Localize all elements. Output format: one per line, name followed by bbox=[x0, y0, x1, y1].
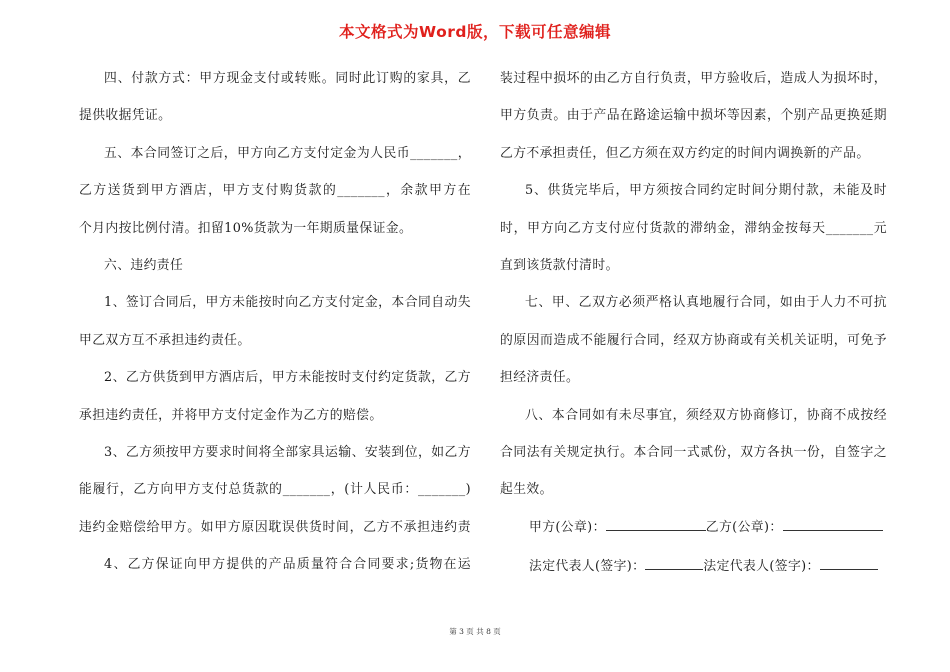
left-column-text-line: 六、违约责任 bbox=[104, 257, 184, 273]
right-column-text-line: 装过程中损坏的由乙方自行负责，甲方验收后，造成人为损坏时， bbox=[500, 71, 887, 86]
right-column-text-line: 的原因而造成不能履行合同，经双方协商或有关机关证明，可免予 bbox=[500, 332, 887, 348]
left-column-text-line: 四、付款方式：甲方现金支付或转账。同时此订购的家具，乙 bbox=[104, 71, 471, 86]
party-b-representative-label: 法定代表人(签字)： bbox=[703, 559, 820, 574]
left-column-text-line: 2、乙方供货到甲方酒店后，甲方未能按时支付约定货款，乙方 bbox=[104, 370, 471, 386]
left-column-text-line: 违约金赔偿给甲方。如甲方原因耽误供货时间，乙方不承担违约责 bbox=[79, 519, 471, 535]
left-column-text-line: 甲乙双方互不承担违约责任。 bbox=[79, 332, 251, 348]
right-column-text-line: 5、供货完毕后，甲方须按合同约定时间分期付款，未能及时 bbox=[525, 183, 887, 199]
right-column-text-line: 起生效。 bbox=[500, 482, 553, 498]
left-column-text-line: 个月内按比例付清。扣留10%货款为一年期质量保证金。 bbox=[79, 220, 413, 236]
page-number: 第 3 页 共 8 页 bbox=[449, 627, 501, 636]
right-column-text-line: 担经济责任。 bbox=[500, 370, 580, 386]
left-column-text-line: 4、乙方保证向甲方提供的产品质量符合合同要求;货物在运 bbox=[104, 557, 471, 573]
right-column-text-line: 七、甲、乙双方必须严格认真地履行合同，如由于人力不可抗 bbox=[525, 295, 887, 311]
right-column bbox=[500, 60, 887, 509]
right-column-text-line: 甲方负责。由于产品在路途运输中损坏等因素，个别产品更换延期 bbox=[500, 108, 887, 124]
right-column-text-line: 时，甲方向乙方支付应付货款的滞纳金，滞纳金按每天_______元 bbox=[500, 220, 887, 236]
format-banner: 本文格式为Word版，下载可任意编辑 bbox=[339, 23, 611, 41]
left-column-text-line: 3、乙方须按甲方要求时间将全部家具运输、安装到位，如乙方 bbox=[104, 444, 471, 460]
left-column-text-line: 乙方送货到甲方酒店，甲方支付购货款的_______，余款甲方在 bbox=[79, 183, 471, 199]
party-a-seal-blank bbox=[606, 518, 706, 531]
right-column-text-line: 合同法有关规定执行。本合同一式贰份，双方各执一份，自签字之 bbox=[500, 444, 887, 460]
left-column-text-line: 提供收据凭证。 bbox=[79, 108, 172, 124]
party-a-seal-label: 甲方(公章)： bbox=[529, 520, 606, 535]
signature-row-representative bbox=[529, 555, 878, 574]
right-column-text-line: 八、本合同如有未尽事宜，须经双方协商修订，协商不成按经 bbox=[525, 407, 887, 423]
party-b-seal-blank bbox=[783, 518, 883, 531]
party-b-seal-label: 乙方(公章)： bbox=[705, 520, 783, 535]
right-column-text-line: 直到该货款付清时。 bbox=[500, 257, 619, 273]
left-column-text-line: 1、签订合同后，甲方未能按时向乙方支付定金，本合同自动失 bbox=[104, 295, 471, 311]
signature-row-seal bbox=[529, 516, 883, 535]
left-column-text-line: 能履行，乙方向甲方支付总货款的_______，(计人民币：_______) bbox=[79, 482, 471, 498]
party-a-representative-label: 法定代表人(签字)： bbox=[529, 559, 646, 574]
left-column-text-line: 五、本合同签订之后，甲方向乙方支付定金为人民币_______， bbox=[104, 145, 471, 161]
left-column-text-line: 承担违约责任，并将甲方支付定金作为乙方的赔偿。 bbox=[79, 407, 383, 423]
party-b-representative-blank bbox=[820, 557, 878, 570]
left-column bbox=[79, 60, 471, 583]
right-column-text-line: 乙方不承担责任，但乙方须在双方约定的时间内调换新的产品。 bbox=[500, 145, 870, 161]
party-a-representative-blank bbox=[645, 557, 703, 570]
